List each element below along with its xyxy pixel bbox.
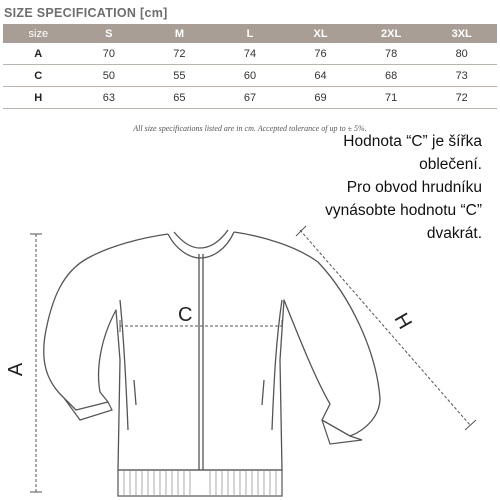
jacket-seam-left [120, 300, 128, 430]
size-col-2xl: 2XL [356, 24, 427, 43]
jacket-waistband [118, 470, 282, 496]
note-line: oblečení. [419, 156, 482, 173]
table-cell: 69 [285, 87, 356, 109]
dimension-c [120, 320, 282, 332]
table-cell: 74 [215, 43, 286, 65]
table-cell: 60 [215, 65, 286, 87]
table-cell: 70 [74, 43, 145, 65]
row-label: C [3, 65, 74, 87]
dimension-a [30, 234, 42, 492]
jacket-collar-inner [174, 230, 228, 248]
table-cell: 50 [74, 65, 145, 87]
note-line: vynásobte hodnotu “C” [325, 202, 482, 219]
dimension-h [296, 226, 476, 430]
table-cell: 72 [426, 87, 497, 109]
row-label: A [3, 43, 74, 65]
table-cell: 55 [144, 65, 215, 87]
note-line: Pro obvod hrudníku [346, 179, 482, 196]
waistband-ribs [124, 471, 276, 495]
table-cell: 67 [215, 87, 286, 109]
size-col-m: M [144, 24, 215, 43]
table-cell: 68 [356, 65, 427, 87]
table-cell: 76 [285, 43, 356, 65]
table-cell: 73 [426, 65, 497, 87]
spec-title: SIZE SPECIFICATION [cm] [4, 6, 168, 20]
table-cell: 72 [144, 43, 215, 65]
jacket-pocket-left [134, 380, 136, 405]
size-col-s: S [74, 24, 145, 43]
jacket-outline [44, 232, 380, 470]
dimension-label-h: H [389, 309, 416, 334]
size-col-l: L [215, 24, 286, 43]
table-cell: 65 [144, 87, 215, 109]
tolerance-note: All size specifications listed are in cm. Accepted tolerance of up to ± 5%. [133, 124, 367, 133]
dimension-label-c: C [178, 304, 193, 326]
size-col-xl: XL [285, 24, 356, 43]
table-cell: 63 [74, 87, 145, 109]
table-cell: 80 [426, 43, 497, 65]
size-col-3xl: 3XL [426, 24, 497, 43]
row-label: H [3, 87, 74, 109]
table-cell: 78 [356, 43, 427, 65]
dimension-label-a: A [5, 362, 28, 377]
table-cell: 71 [356, 87, 427, 109]
note-line: Hodnota “C” je šířka [343, 133, 482, 150]
size-header-label: size [3, 24, 74, 43]
table-cell: 64 [285, 65, 356, 87]
jacket-pocket-right [262, 380, 264, 405]
note-line: dvakrát. [426, 225, 482, 242]
jacket-cuff-left [64, 398, 112, 420]
